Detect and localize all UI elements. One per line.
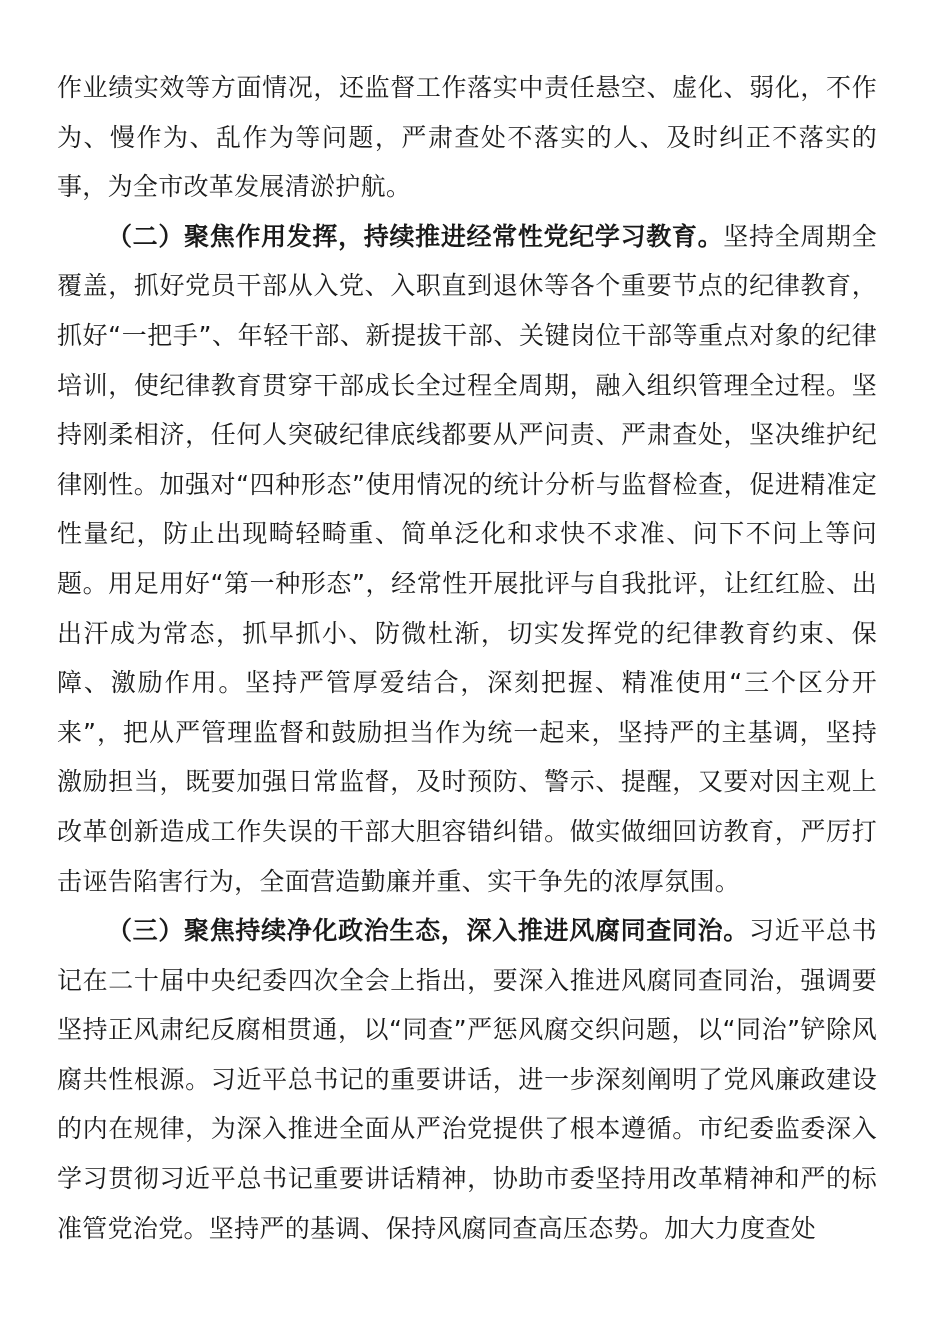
paragraph-body: 作业绩实效等方面情况，还监督工作落实中责任悬空、虚化、弱化，不作为、慢作为、乱作为等问题，严肃查处不落实的人、及时纠正不落实的事，为全市改革发展清淤护航。 bbox=[57, 73, 877, 202]
paragraph-section-3 bbox=[57, 906, 877, 1253]
paragraph-body: 习近平总书记在二十届中央纪委四次全会上指出，要深入推进风腐同查同治，强调要坚持正风肃纪反腐相贯通，以“同查”严惩风腐交织问题，以“同治”铲除风腐共性根源。习近平总书记的重要讲话，进一步深刻阐明了党风廉政建设的内在规律，为深入推进全面从严治党提供了根本遵循。市纪委监委深入学习贯彻习近平总书记重要讲话精神，协助市委坚持用改革精神和严的标准管党治党。坚持严的基调、保持风腐同查高压态势。加大力度查处 bbox=[57, 916, 877, 1243]
section-heading: （三）聚焦持续净化政治生态，深入推进风腐同查同治。 bbox=[107, 916, 749, 946]
paragraph-continuation bbox=[57, 63, 877, 212]
section-heading: （二）聚焦作用发挥，持续推进经常性党纪学习教育。 bbox=[107, 221, 724, 251]
paragraph-section-2 bbox=[57, 212, 877, 906]
paragraph-body: 坚持全周期全覆盖，抓好党员干部从入党、入职直到退休等各个重要节点的纪律教育，抓好“一把手”、年轻干部、新提拔干部、关键岗位干部等重点对象的纪律培训，使纪律教育贯穿干部成长全过程全周期，融入组织管理全过程。坚持刚柔相济，任何人突破纪律底线都要从严问责、严肃查处，坚决维护纪律刚性。加强对“四种形态”使用情况的统计分析与监督检查，促进精准定性量纪，防止出现畸轻畸重、简单泛化和求快不求准、问下不问上等问题。用足用好“第一种形态”，经常性开展批评与自我批评，让红红脸、出出汗成为常态，抓早抓小、防微杜渐，切实发挥党的纪律教育约束、保障、激励作用。坚持严管厚爱结合，深刻把握、精准使用“三个区分开来”，把从严管理监督和鼓励担当作为统一起来，坚持严的主基调，坚持激励担当，既要加强日常监督，及时预防、警示、提醒，又要对因主观上改革创新造成工作失误的干部大胆容错纠错。做实做细回访教育，严厉打击诬告陷害行为，全面营造勤廉并重、实干争先的浓厚氛围。 bbox=[57, 221, 877, 896]
document-page bbox=[57, 63, 877, 1253]
